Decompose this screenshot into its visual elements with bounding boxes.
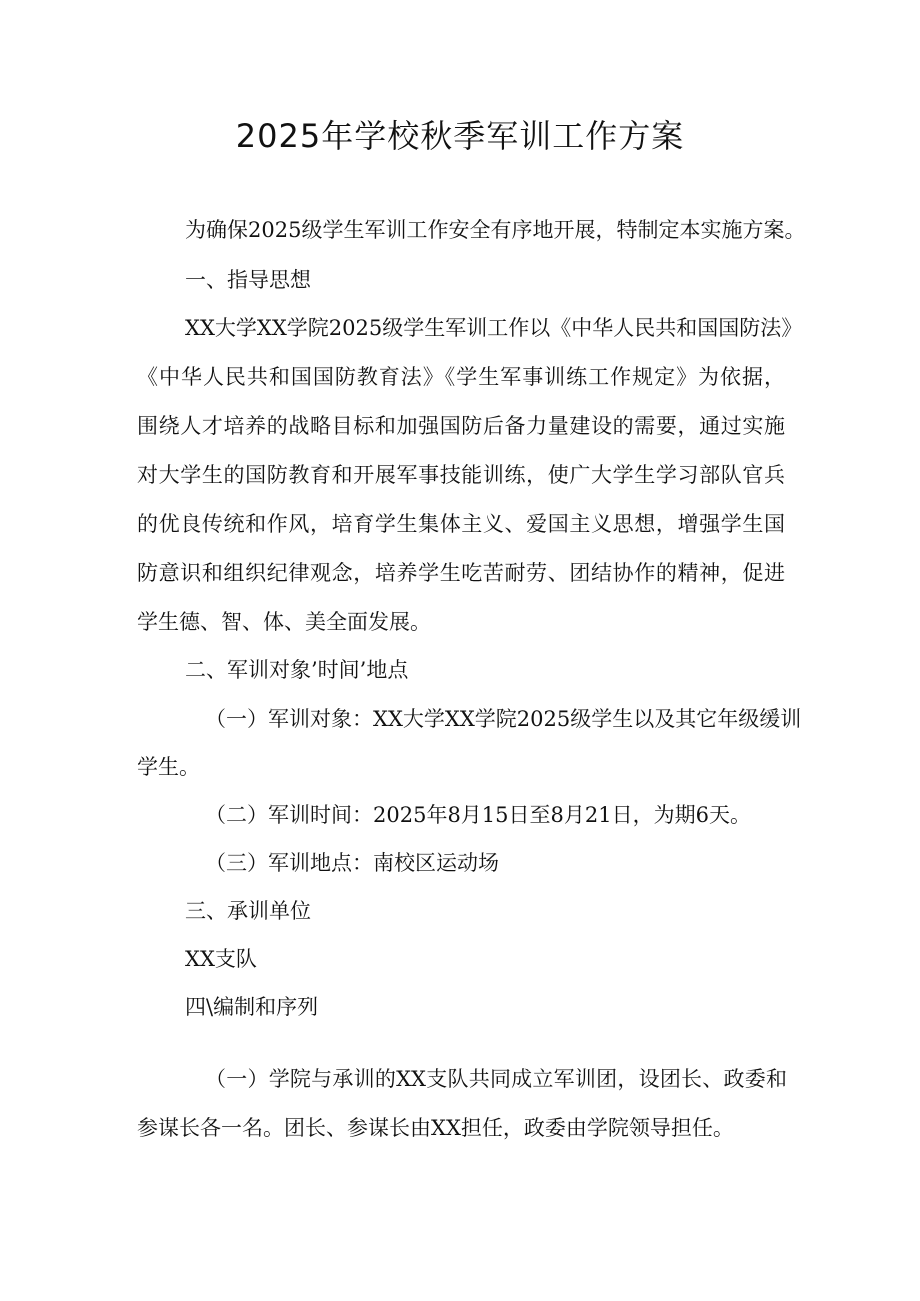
paragraph-line: XX大学XX学院2025级学生军训工作以《中华人民共和国国防法》 (185, 316, 803, 340)
paragraph-line: 对大学生的国防教育和开展军事技能训练，使广大学生学习部队官兵 (137, 463, 785, 487)
training-location-line: （三）军训地点：南校区运动场 (205, 851, 499, 875)
organization-paragraph-line: （一）学院与承训的XX支队共同成立军训团，设团长、政委和 (205, 1067, 787, 1091)
intro-paragraph: 为确保2025级学生军训工作安全有序地开展，特制定本实施方案。 (185, 218, 806, 242)
paragraph-line: 学生德、智、体、美全面发展。 (137, 610, 431, 634)
paragraph-line: 防意识和组织纪律观念，培养学生吃苦耐劳、团结协作的精神，促进 (137, 561, 785, 585)
training-target-line: 学生。 (137, 755, 200, 779)
section-heading-training-unit: 三、承训单位 (185, 899, 311, 923)
section-heading-organization: 四\编制和序列 (185, 995, 319, 1019)
paragraph-line: 《中华人民共和国国防教育法》《学生军事训练工作规定》为依据， (137, 365, 785, 389)
training-target-line: （一）军训对象：XX大学XX学院2025级学生以及其它年级缓训 (205, 707, 802, 731)
document-title: 2025年学校秋季军训工作方案 (235, 117, 685, 155)
training-time-line: （二）军训时间：2025年8月15日至8月21日，为期6天。 (205, 803, 751, 827)
organization-paragraph-line: 参谋长各一名。团长、参谋长由XX担任，政委由学院领导担任。 (137, 1116, 734, 1140)
section-heading-guiding-ideology: 一、指导思想 (185, 268, 311, 292)
paragraph-line: 的优良传统和作风，培育学生集体主义、爱国主义思想，增强学生国 (137, 512, 785, 536)
paragraph-line: 围绕人才培养的战略目标和加强国防后备力量建设的需要，通过实施 (137, 414, 785, 438)
section-heading-targets-time-place: 二、军训对象’时间’地点 (185, 658, 409, 682)
training-unit-name: XX支队 (185, 947, 257, 971)
